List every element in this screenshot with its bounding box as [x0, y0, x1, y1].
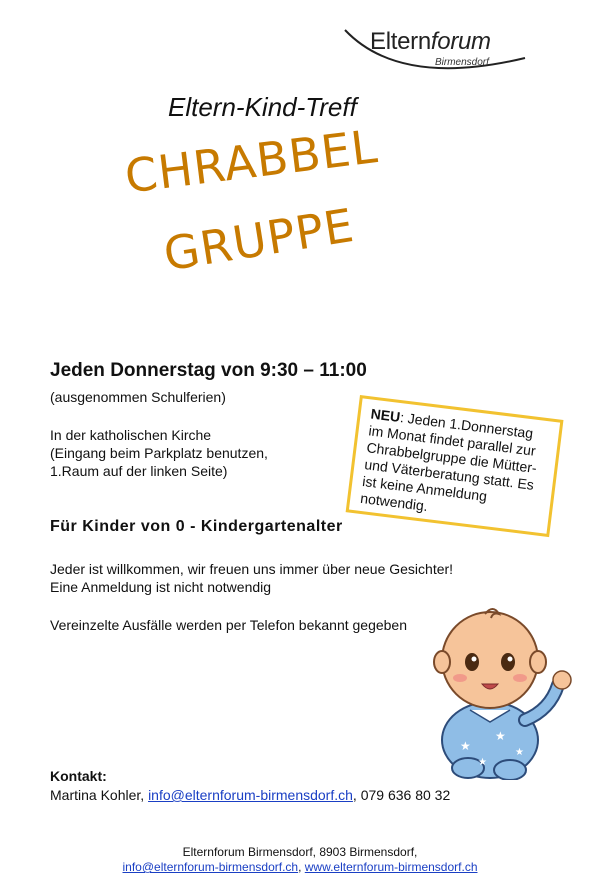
schedule-note: (ausgenommen Schulferien) [50, 389, 226, 405]
svg-text:★: ★ [460, 739, 471, 753]
contact-line [50, 787, 450, 803]
svg-text:★: ★ [515, 747, 524, 758]
location-line: 1.Raum auf der linken Seite) [50, 463, 228, 479]
location-line: In der katholischen Kirche [50, 427, 212, 443]
cancellation-note: Vereinzelte Ausfälle werden per Telefon bekannt gegeben [50, 617, 408, 633]
headline-line-1: CHRABBEL [122, 119, 381, 204]
footer-separator: , [298, 860, 305, 874]
kids-age-line: Für Kinder von 0 - Kindergartenalter [50, 518, 343, 535]
footer-website-link[interactable]: www.elternforum-birmensdorf.ch [304, 860, 478, 874]
event-subtitle: Eltern-Kind-Treff [168, 92, 357, 122]
footer-address: Elternforum Birmensdorf, 8903 Birmensdorf, [182, 845, 418, 859]
logo-name: Elternforum [370, 28, 491, 55]
welcome-block [50, 560, 453, 596]
news-label: NEU [369, 405, 402, 426]
schedule-title: Jeden Donnerstag von 9:30 – 11:00 [50, 360, 367, 381]
contact-email-link[interactable]: info@elternforum-birmensdorf.ch [148, 787, 353, 803]
location-block [50, 426, 268, 480]
headline-line-2: GRUPPE [160, 197, 358, 282]
elternforum-logo [340, 18, 530, 78]
contact-name: Martina Kohler, [50, 787, 149, 803]
baby-illustration-icon [430, 600, 580, 780]
welcome-line: Jeder ist willkommen, wir freuen uns immer über neue Gesichter! [50, 561, 454, 577]
news-text: : Jeden 1.Donnerstag im Monat findet parallel zur Chrabbelgruppe die Mütter- und Väterberatung statt. Es ist keine Anmeldung notwendig. [359, 409, 538, 515]
welcome-line: Eine Anmeldung ist nicht notwendig [50, 579, 272, 595]
svg-text:★: ★ [495, 729, 506, 743]
footer-links [0, 860, 600, 874]
location-line: (Eingang beim Parkplatz benutzen, [50, 445, 268, 461]
footer-email-link[interactable]: info@elternforum-birmensdorf.ch [122, 860, 299, 874]
svg-text:★: ★ [478, 757, 487, 768]
contact-phone: , 079 636 80 32 [352, 787, 451, 803]
news-box [346, 395, 564, 537]
contact-heading: Kontakt: [50, 768, 107, 784]
logo-subtitle: Birmensdorf [435, 57, 489, 68]
